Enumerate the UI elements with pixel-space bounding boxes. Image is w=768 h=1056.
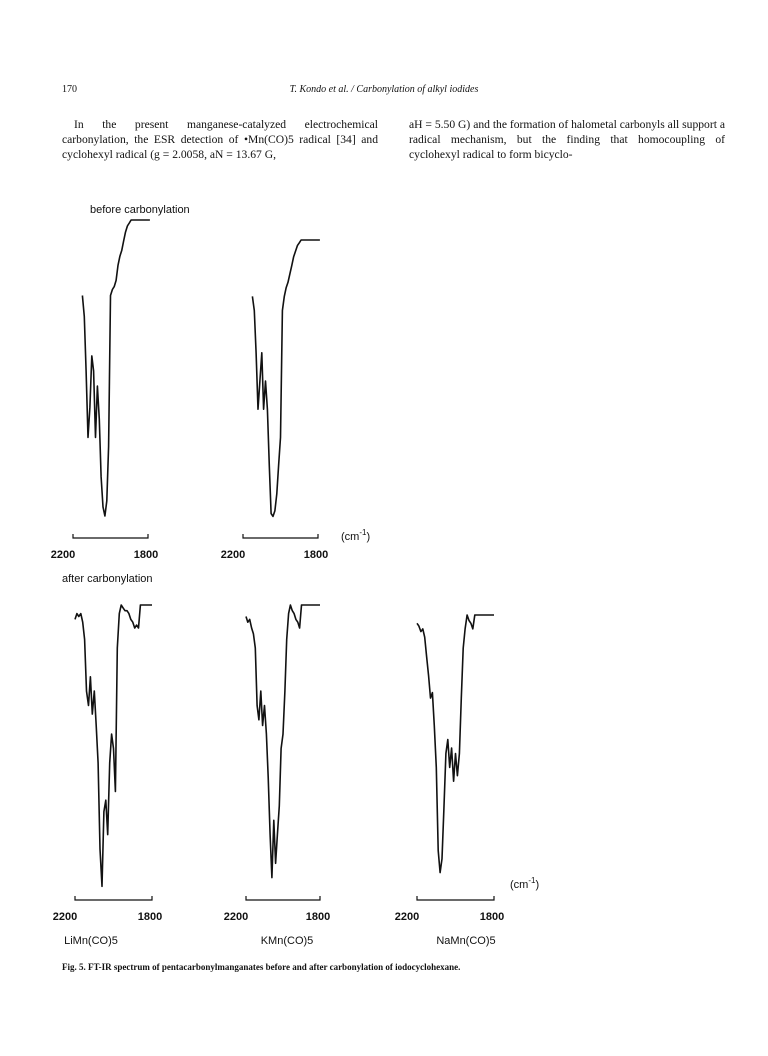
running-head: T. Kondo et al. / Carbonylation of alkyl iodides — [289, 84, 479, 95]
scale-bar-1 — [73, 534, 148, 538]
tick-label-tick-left-2: 2200 — [220, 549, 246, 561]
compound-label-li: LiMn(CO)5 — [64, 935, 118, 947]
spectrum-line-1 — [82, 220, 149, 516]
tick-label-tick-right-5: 1800 — [479, 911, 505, 923]
unit-label-after: $(cm^{-1})$ — [510, 876, 540, 891]
spectrum-line-5 — [417, 615, 494, 873]
scale-bar-2 — [243, 534, 318, 538]
scale-bar-3 — [75, 896, 152, 900]
after-carbonylation-label: after carbonylation — [62, 573, 153, 585]
page-number: 170 — [62, 84, 77, 95]
unit-label-before: $(cm^{-1})$ — [341, 528, 371, 543]
figure-caption: Fig. 5. FT-IR spectrum of pentacarbonylmanganates before and after carbonylation of iodocyclohexane. — [62, 962, 461, 972]
before-carbonylation-label: before carbonylation — [90, 204, 190, 216]
body-paragraph-left: In the present manganese-catalyzed electrochemical carbonylation, the ESR detection of •Mn(CO)5 radical [34] and cyclohexyl radical (g = 2.0058, aN = 13.67 G, — [62, 118, 378, 161]
spectrum-line-2 — [252, 240, 320, 516]
compound-label-na: NaMn(CO)5 — [436, 935, 496, 947]
axes-group — [51, 534, 504, 923]
spectrum-line-3 — [75, 605, 152, 886]
spectrum-line-4 — [246, 605, 320, 878]
tick-label-tick-right-3: 1800 — [137, 911, 163, 923]
scale-bar-4 — [246, 896, 320, 900]
tick-label-tick-left-4: 2200 — [223, 911, 249, 923]
compound-label-k: KMn(CO)5 — [260, 935, 314, 947]
tick-label-tick-right-1: 1800 — [133, 549, 159, 561]
tick-label-tick-left-3: 2200 — [52, 911, 78, 923]
scale-bar-5 — [417, 896, 494, 900]
tick-label-tick-right-4: 1800 — [305, 911, 331, 923]
tick-label-tick-left-1: 2200 — [50, 549, 76, 561]
tick-label-tick-left-5: 2200 — [394, 911, 420, 923]
tick-label-tick-right-2: 1800 — [303, 549, 329, 561]
body-paragraph-right: aH = 5.50 G) and the formation of halometal carbonyls all support a radical mechanism, but the finding that homocoupling of cyclohexyl radical to form bicyclo- — [409, 118, 725, 161]
